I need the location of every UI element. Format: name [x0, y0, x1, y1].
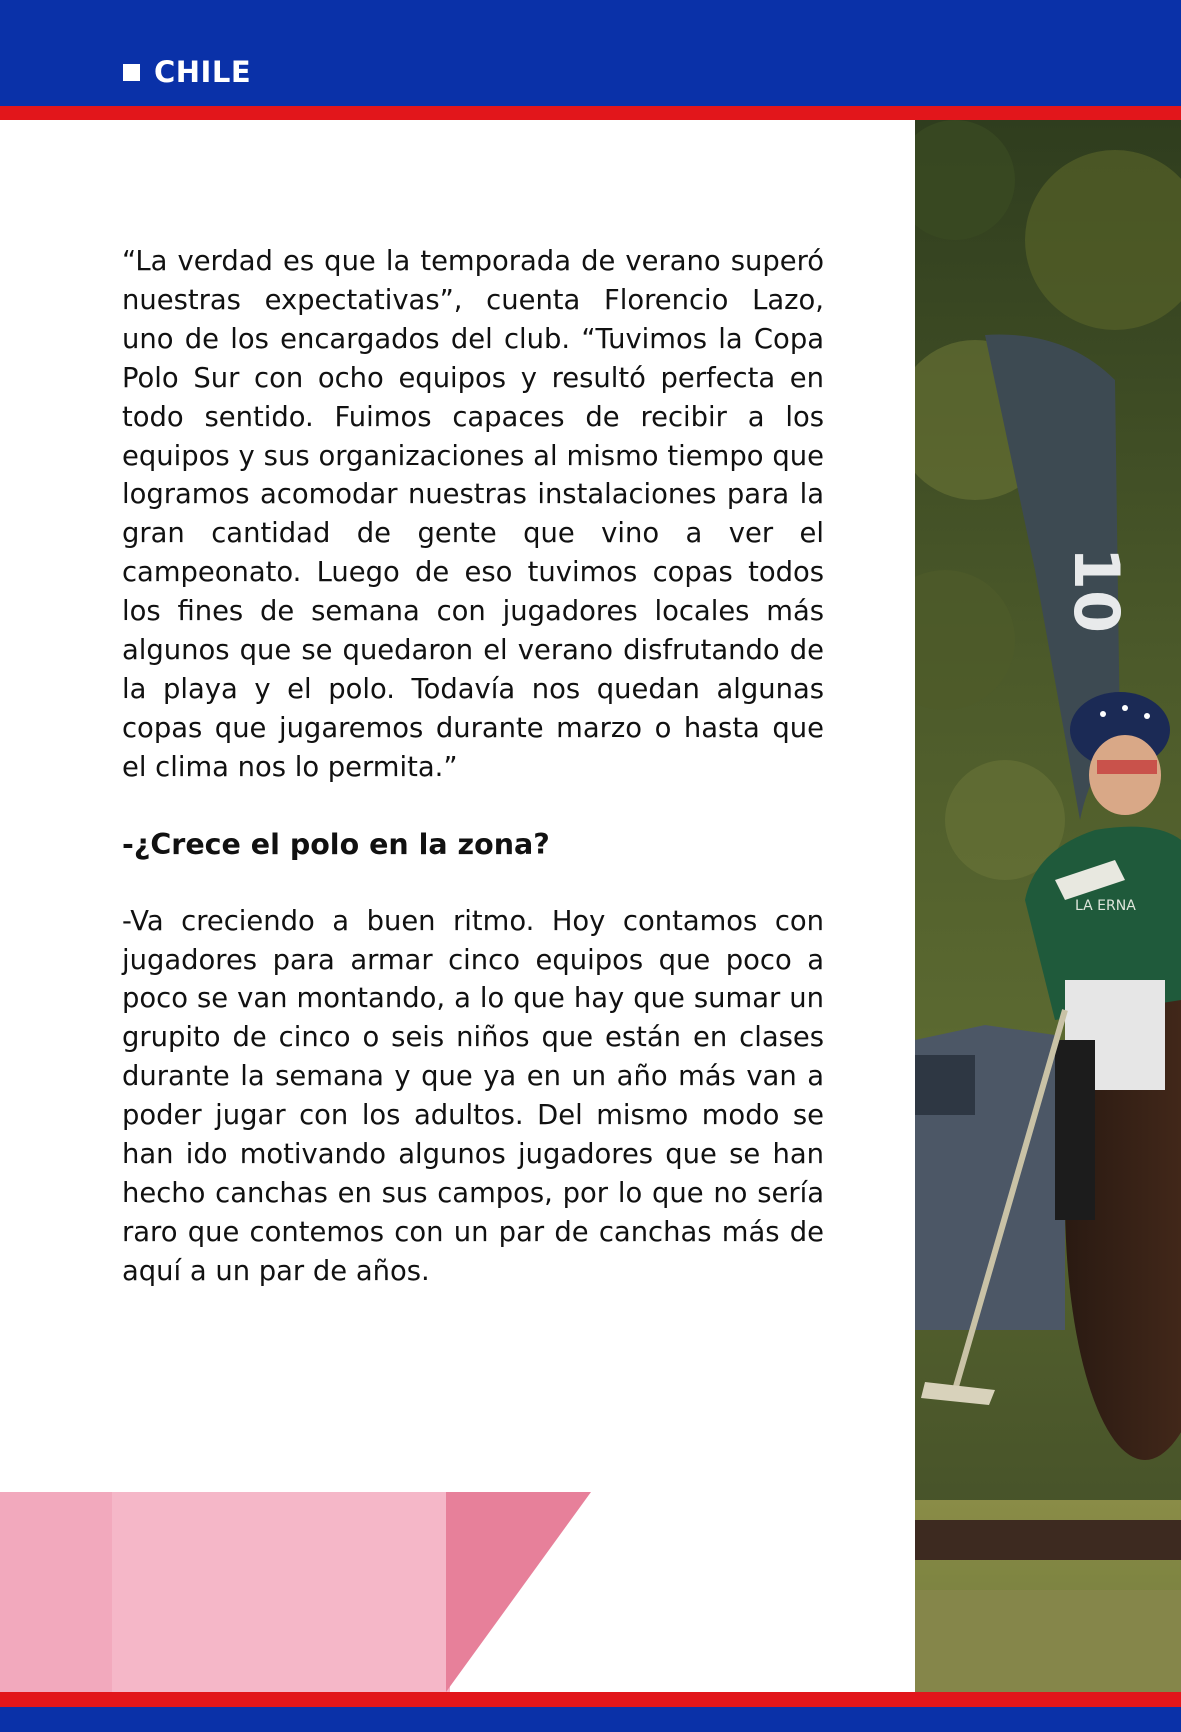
pink-decorative-band — [0, 1492, 112, 1692]
pink-decorative-triangle — [446, 1492, 591, 1692]
section-label: CHILE — [154, 55, 252, 89]
flag-text: 10 — [1060, 546, 1133, 634]
article-body — [122, 243, 824, 1292]
square-bullet-icon — [123, 64, 140, 81]
jersey-text: LA ERNA — [1075, 898, 1136, 914]
footer-band — [0, 1707, 1181, 1732]
article-paragraph-2: -Va creciendo a buen ritmo. Hoy contamos con jugadores para armar cinco equipos que poco a poco se van montando, a lo que hay que sumar un grupito de cinco o seis niños que están en clases durante la semana y que ya en un año más van a poder jugar con los adultos. Del mismo modo se han ido motivando algunos jugadores que se han hecho canchas en sus campos, por lo que no sería raro que contemos con un par de canchas más de aquí a un par de años. — [122, 905, 824, 1287]
section-tag — [123, 52, 251, 92]
article-paragraph-1: “La verdad es que la temporada de verano superó nuestras expectativas”, cuenta Florencio Lazo, uno de los encargados del club. “Tuvimos la Copa Polo Sur con ocho equipos y resultó perfecta en todo sentido. Fuimos capaces de recibir a los equipos y sus organizaciones al mismo tiempo que logramos acomodar nuestras instalaciones para la gran cantidad de gente que vino a ver el campeonato. Luego de eso tuvimos copas todos los fines de semana con jugadores locales más algunos que se quedaron el verano disfrutando de la playa y el polo. Todavía nos quedan algunas copas que jugaremos durante marzo o hasta que el clima nos lo permita.” — [122, 246, 824, 783]
footer-red-stripe — [0, 1692, 1181, 1707]
header-red-stripe — [0, 106, 1181, 120]
interview-question: -¿Crece el polo en la zona? — [122, 827, 550, 861]
polo-player-photo — [915, 120, 1181, 1692]
